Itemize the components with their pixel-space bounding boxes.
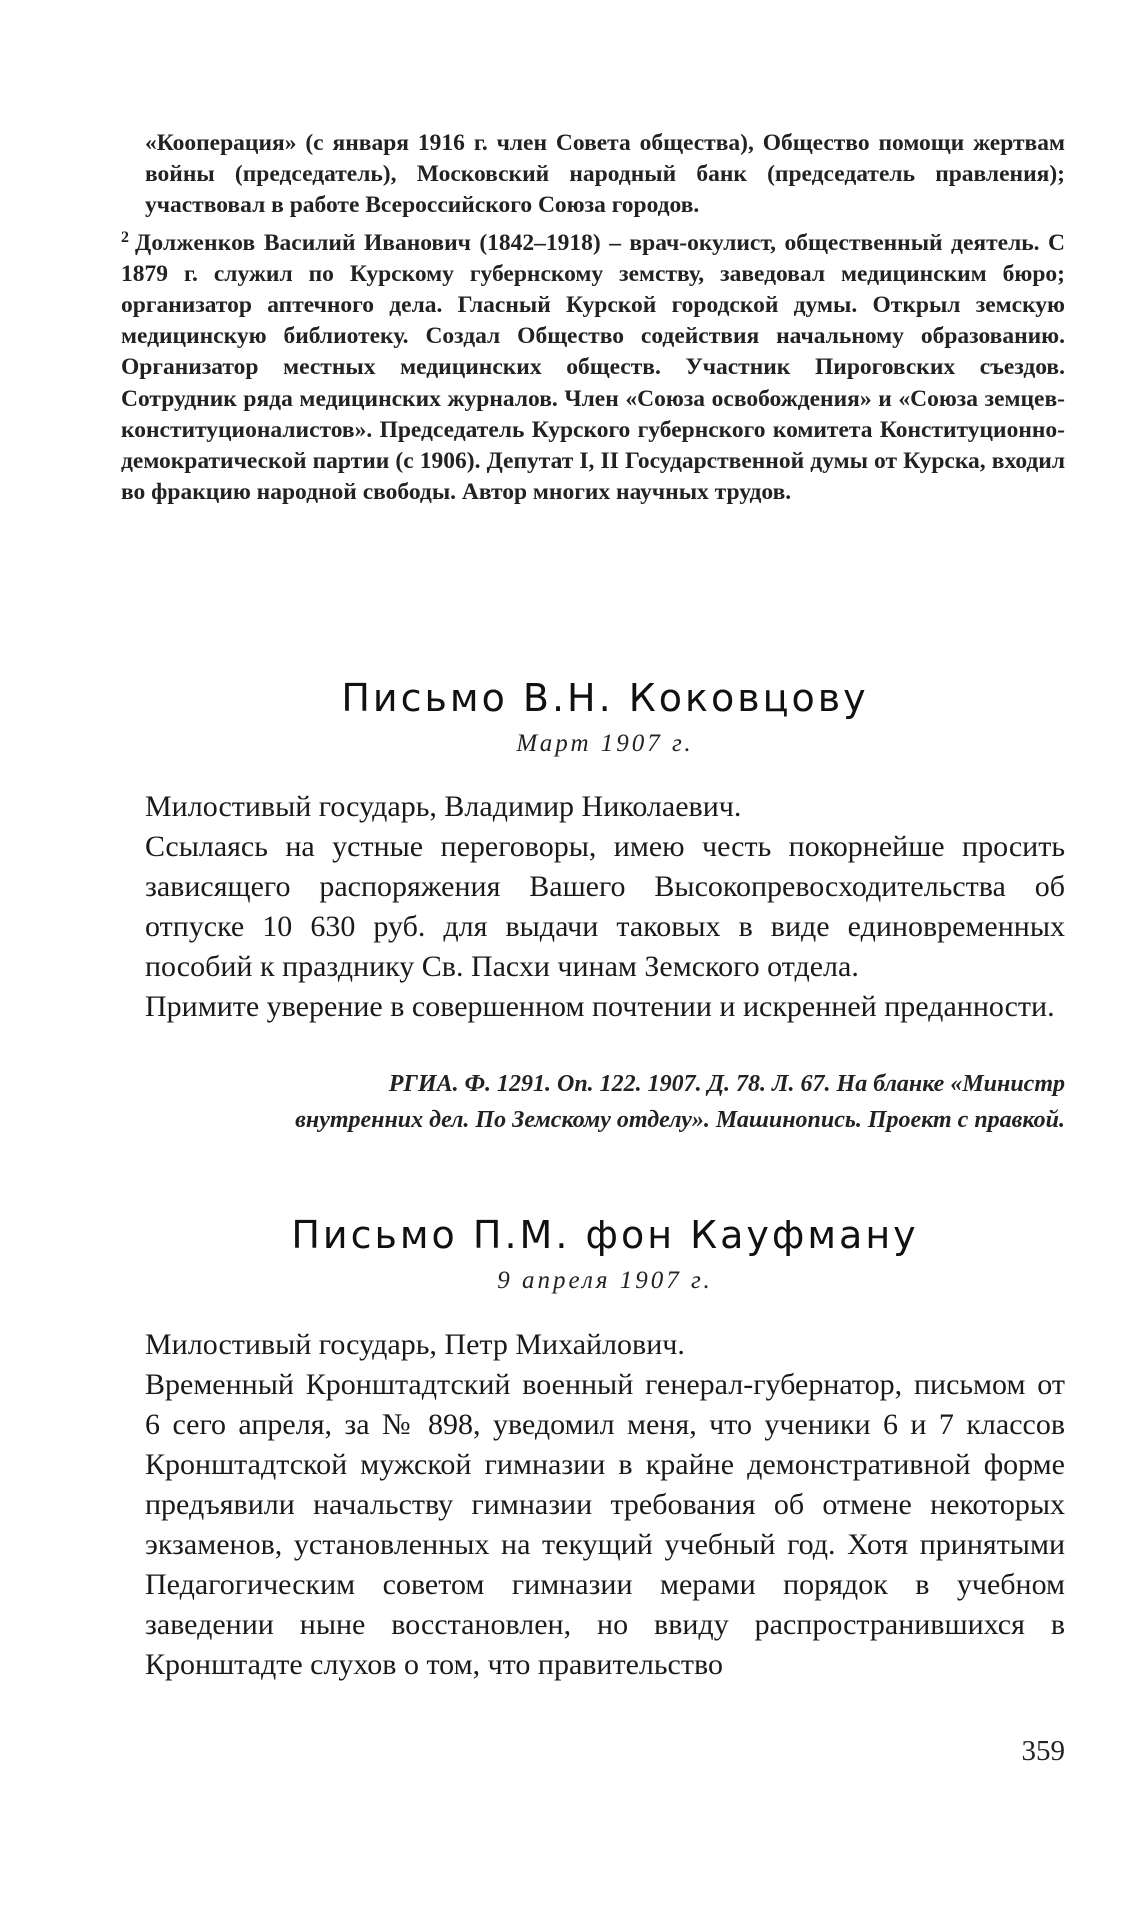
letter1-salutation: Милостивый государь, Владимир Николаевич. [145,790,742,823]
letter2-body [145,1325,1065,1685]
page-number: 359 [1021,1735,1065,1767]
letter1-body [145,787,1065,1027]
letter1-archive-source-line-1: РГИА. Ф. 1291. Оп. 122. 1907. Д. 78. Л. 67. На бланке «Министр [388,1071,1065,1097]
footnote-continuation: «Кооперация» (с января 1916 г. член Совета общества), Общество помощи жертвам войны (председатель), Московский народный банк (председатель правления); участвовал в работе Всероссийского Союза городов. [145,130,1065,219]
letter2-title: Письмо П.М. фон Кауфману [291,1213,919,1257]
letter1-paragraph-1: Ссылаясь на устные переговоры, имею честь покорнейше просить зависящего распоряжения Вашего Высокопревосходительства об отпуске 10 630 руб. для выдачи таковых в виде единовременных пособий к празднику Св. Пасхи чинам Земского отдела. [145,830,1065,983]
letter1-paragraph-2: Примите уверение в совершенном почтении и искренней преданности. [145,990,1055,1023]
footnote-2 [121,222,1065,509]
footnote-marker: 2 [121,228,129,246]
letter2-salutation: Милостивый государь, Петр Михайлович. [145,1328,685,1361]
letter2-date: 9 апреля 1907 г. [497,1267,713,1294]
letter1-date: Март 1907 г. [516,730,694,757]
footnote-2-text: Василий Иванович (1842–1918) – врач-окулист, общественный деятель. С 1879 г. служил по Курскому губернскому земству, заведовал медицинским бюро; организатор аптечного дела. Гласный Курской городской думы. Открыл земскую медицинскую библиотеку. Создал Общество содействия начальному образованию. Организатор местных медицинских обществ. Участник Пироговских съездов. Сотрудник ряда медицинских журналов. Член «Союза освобождения» и «Союза земцев-конституционалистов». Председатель Курского губернского комитета Конституционно-демократической партии (с 1906). Депутат I, II Государственной думы от Курска, входил во фракцию народной свободы. Автор многих научных трудов. [121,229,1065,506]
letter1-archive-source-line-2: внутренних дел. По Земскому отделу». Машинопись. Проект с правкой. [295,1107,1065,1133]
letter2-paragraph-1: Временный Кронштадтский военный генерал-губернатор, письмом от 6 сего апреля, за № 898, уведомил меня, что ученики 6 и 7 классов Кронштадтской мужской гимназии в крайне демонстративной форме предъявили начальству гимназии требования об отмене некоторых экзаменов, установленных на текущий учебный год. Хотя принятыми Педагогическим советом гимназии мерами порядок в учебном заведении ныне восстановлен, но ввиду распространившихся в Кронштадте слухов о том, что правительство [145,1368,1065,1681]
letter1-title: Письмо В.Н. Коковцову [341,676,869,720]
footnotes-block [121,128,1065,508]
footnote-person-name: Долженков [135,229,256,256]
